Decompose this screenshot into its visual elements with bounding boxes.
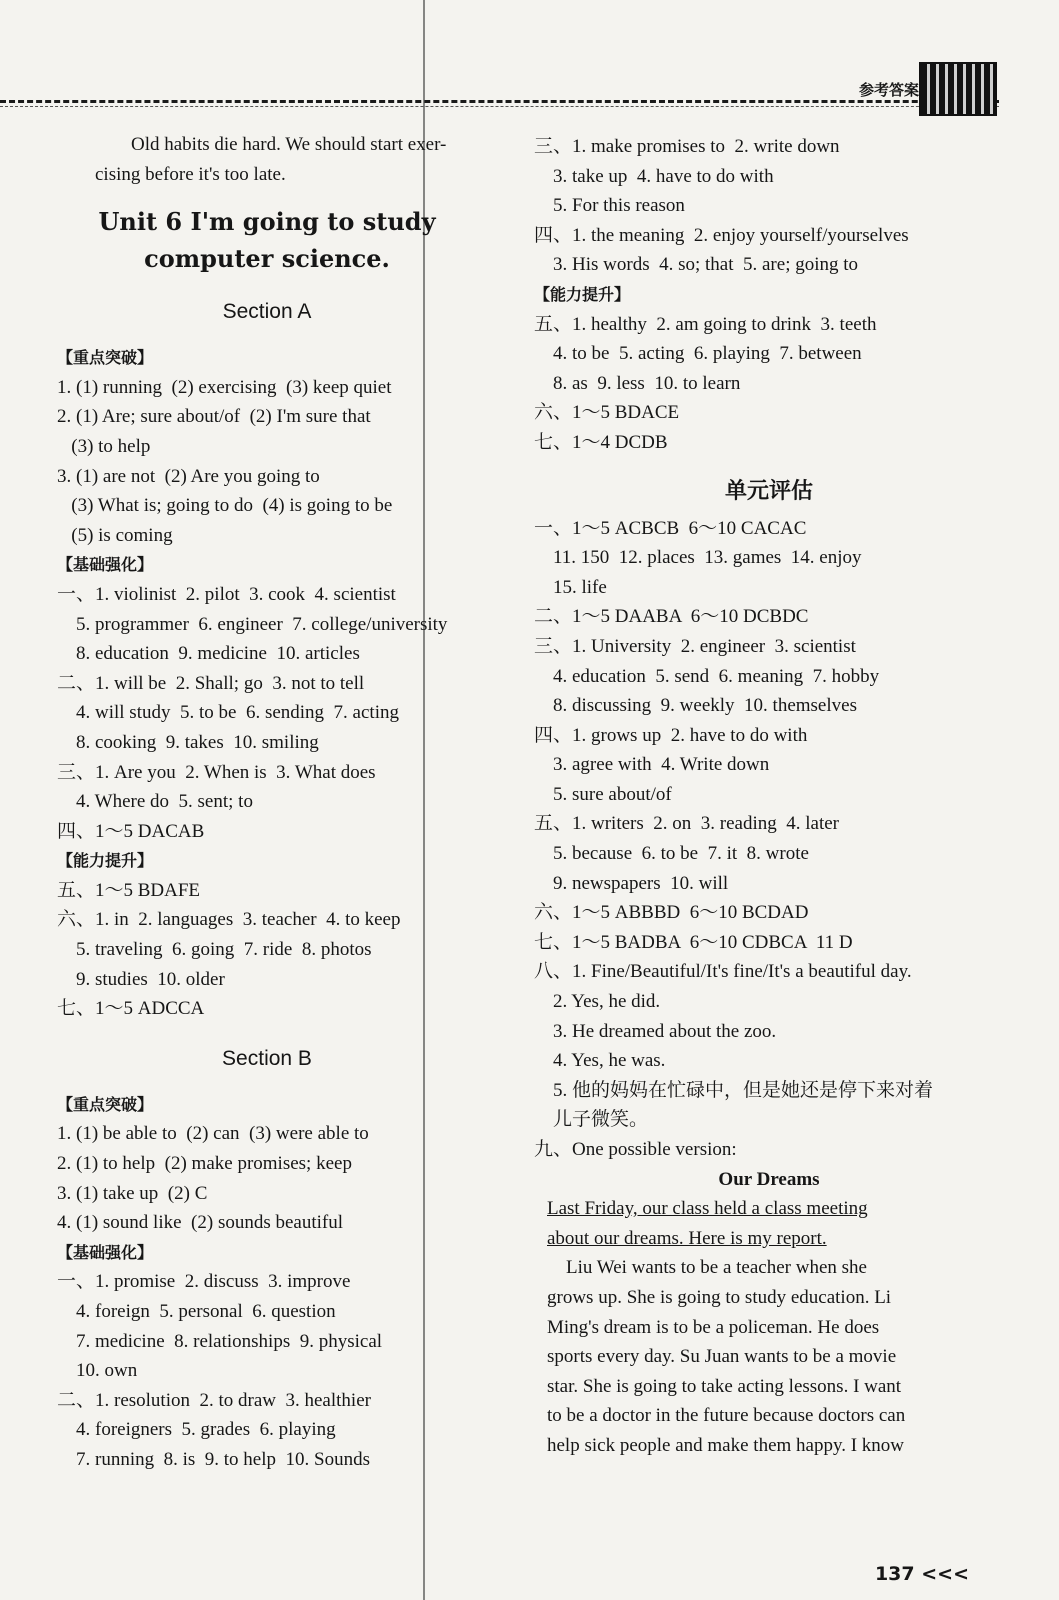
- text-line: 一、1. violinist 2. pilot 3. cook 4. scientist: [57, 583, 396, 605]
- section-label: 【重点突破】: [57, 1094, 154, 1114]
- text-line: 10. own: [57, 1360, 138, 1382]
- text-line: 二、1. resolution 2. to draw 3. healthier: [57, 1389, 371, 1411]
- text-line: (5) is coming: [57, 524, 173, 546]
- text-line: 9. newspapers 10. will: [534, 872, 729, 894]
- answer-list: [57, 1119, 497, 1237]
- text-line: 二、1. will be 2. Shall; go 3. not to tell: [57, 672, 365, 694]
- text-line: 2. (1) to help (2) make promises; keep: [57, 1153, 352, 1175]
- section-label: 【能力提升】: [57, 851, 154, 871]
- essay-underlined: [534, 1194, 1004, 1253]
- text-line: 3. agree with 4. Write down: [534, 754, 770, 776]
- left-column: [57, 130, 497, 1475]
- text-line: 六、1. in 2. languages 3. teacher 4. to keep: [57, 909, 401, 931]
- text-line: 15. life: [534, 576, 607, 598]
- text-line: Ming's dream is to be a policeman. He does: [547, 1316, 880, 1338]
- text-line: 4. will study 5. to be 6. sending 7. acting: [57, 702, 399, 724]
- text-line: 8. education 9. medicine 10. articles: [57, 643, 360, 665]
- text-line: 4. to be 5. acting 6. playing 7. between: [534, 343, 862, 365]
- text-line: 8. discussing 9. weekly 10. themselves: [534, 695, 857, 717]
- answer-list: [534, 132, 1004, 280]
- unit-title-line: Unit 6 I'm going to study: [98, 207, 436, 237]
- text-line: 5. programmer 6. engineer 7. college/university: [57, 613, 448, 635]
- text-line: star. She is going to take acting lessons. I want: [547, 1375, 902, 1397]
- text-line: 8. cooking 9. takes 10. smiling: [57, 731, 319, 753]
- text-line: 4. foreigners 5. grades 6. playing: [57, 1419, 336, 1441]
- answer-list: [57, 876, 497, 1024]
- header-rule: [0, 100, 999, 103]
- text-line: 八、1. Fine/Beautiful/It's fine/It's a beautiful day.: [534, 961, 912, 983]
- text-line: 2. (1) Are; sure about/of (2) I'm sure that: [57, 406, 371, 428]
- essay-title: Our Dreams: [718, 1168, 820, 1190]
- text-line: 4. education 5. send 6. meaning 7. hobby: [534, 665, 880, 687]
- answer-list: [534, 514, 1004, 1165]
- text-line: 5. because 6. to be 7. it 8. wrote: [534, 843, 809, 865]
- text-line: to be a doctor in the future because doctors can: [547, 1405, 906, 1427]
- text-line: 五、1～5 BDAFE: [57, 879, 201, 901]
- answer-list: [534, 310, 1004, 458]
- text-line: 四、1～5 DACAB: [57, 820, 205, 842]
- text-line: cising before it's too late.: [95, 163, 286, 185]
- text-line: 7. running 8. is 9. to help 10. Sounds: [57, 1448, 370, 1470]
- text-line: 儿子微笑。: [534, 1109, 649, 1131]
- section-a-title: Section A: [222, 300, 312, 324]
- text-line: 七、1～5 BADBA 6～10 CDBCA 11 D: [534, 931, 853, 953]
- text-line: 5. sure about/of: [534, 783, 672, 805]
- barcode-logo-icon: [919, 62, 997, 116]
- text-line: 5. traveling 6. going 7. ride 8. photos: [57, 939, 372, 961]
- text-line: (3) What is; going to do (4) is going to be: [57, 495, 393, 517]
- text-line: 11. 150 12. places 13. games 14. enjoy: [534, 547, 862, 569]
- text-line: 五、1. healthy 2. am going to drink 3. teeth: [534, 313, 877, 335]
- text-line: 3. (1) are not (2) Are you going to: [57, 465, 320, 487]
- text-line: 六、1～5 ABBBD 6～10 BCDAD: [534, 902, 809, 924]
- text-line: 一、1. promise 2. discuss 3. improve: [57, 1271, 351, 1293]
- text-line: 5. 他的妈妈在忙碌中，但是她还是停下来对着: [534, 1079, 934, 1101]
- text-line: 一、1～5 ACBCB 6～10 CACAC: [534, 517, 807, 539]
- text-line: 五、1. writers 2. on 3. reading 4. later: [534, 813, 839, 835]
- answer-list: [57, 1267, 497, 1474]
- text-line: 六、1～5 BDACE: [534, 402, 680, 424]
- text-line: 1. (1) be able to (2) can (3) were able to: [57, 1123, 369, 1145]
- text-line: sports every day. Su Juan wants to be a movie: [547, 1346, 897, 1368]
- text-line: 三、1. Are you 2. When is 3. What does: [57, 761, 376, 783]
- section-label: 【基础强化】: [57, 1242, 154, 1262]
- text-line: 三、1. University 2. engineer 3. scientist: [534, 635, 856, 657]
- header-rule-thin: [0, 106, 999, 107]
- text-line: 5. For this reason: [534, 195, 685, 217]
- section-label: 【基础强化】: [57, 555, 154, 575]
- unit-title: [37, 203, 497, 277]
- text-line: 七、1～4 DCDB: [534, 431, 668, 453]
- text-line: 7. medicine 8. relationships 9. physical: [57, 1330, 383, 1352]
- text-line: 3. take up 4. have to do with: [534, 165, 774, 187]
- answer-list: [57, 580, 497, 846]
- text-line: Last Friday, our class held a class meeting: [547, 1198, 868, 1220]
- text-line: (3) to help: [57, 435, 151, 457]
- text-line: Old habits die hard. We should start exer-: [131, 134, 447, 155]
- text-line: 3. He dreamed about the zoo.: [534, 1020, 777, 1042]
- text-line: 4. Yes, he was.: [534, 1050, 666, 1072]
- text-line: 4. Where do 5. sent; to: [57, 791, 253, 813]
- text-line: 3. His words 4. so; that 5. are; going to: [534, 254, 859, 276]
- text-line: 9. studies 10. older: [57, 968, 225, 990]
- text-line: 3. (1) take up (2) C: [57, 1182, 208, 1204]
- text-line: 8. as 9. less 10. to learn: [534, 372, 741, 394]
- text-line: 三、1. make promises to 2. write down: [534, 136, 840, 157]
- unit-evaluation-title: 单元评估: [724, 478, 813, 504]
- text-line: help sick people and make them happy. I know: [547, 1434, 905, 1456]
- text-line: 四、1. grows up 2. have to do with: [534, 724, 808, 746]
- text-line: 九、One possible version:: [534, 1139, 737, 1160]
- section-label: 【能力提升】: [534, 284, 631, 304]
- text-line: grows up. She is going to study education. Li: [547, 1286, 892, 1308]
- text-line: 二、1～5 DAABA 6～10 DCBDC: [534, 606, 809, 628]
- text-line: 四、1. the meaning 2. enjoy yourself/yourselves: [534, 224, 909, 246]
- header-tag: 参考答案: [858, 81, 919, 99]
- text-line: about our dreams. Here is my report.: [547, 1227, 827, 1249]
- text-line: Liu Wei wants to be a teacher when she: [547, 1257, 867, 1279]
- section-b-title: Section B: [222, 1046, 312, 1070]
- text-line: 2. Yes, he did.: [534, 991, 661, 1013]
- unit-title-line: computer science.: [144, 244, 390, 274]
- right-column: [534, 132, 1004, 1461]
- intro: [57, 130, 497, 189]
- text-line: 4. (1) sound like (2) sounds beautiful: [57, 1212, 344, 1234]
- text-line: 七、1～5 ADCCA: [57, 998, 205, 1020]
- text-line: 4. foreign 5. personal 6. question: [57, 1301, 336, 1322]
- section-label: 【重点突破】: [57, 348, 154, 368]
- essay-body: [534, 1253, 1004, 1460]
- page-number: 137 <<<: [874, 1563, 969, 1585]
- page-header: [0, 0, 1059, 118]
- answer-list: [57, 373, 497, 551]
- text-line: 1. (1) running (2) exercising (3) keep quiet: [57, 376, 392, 398]
